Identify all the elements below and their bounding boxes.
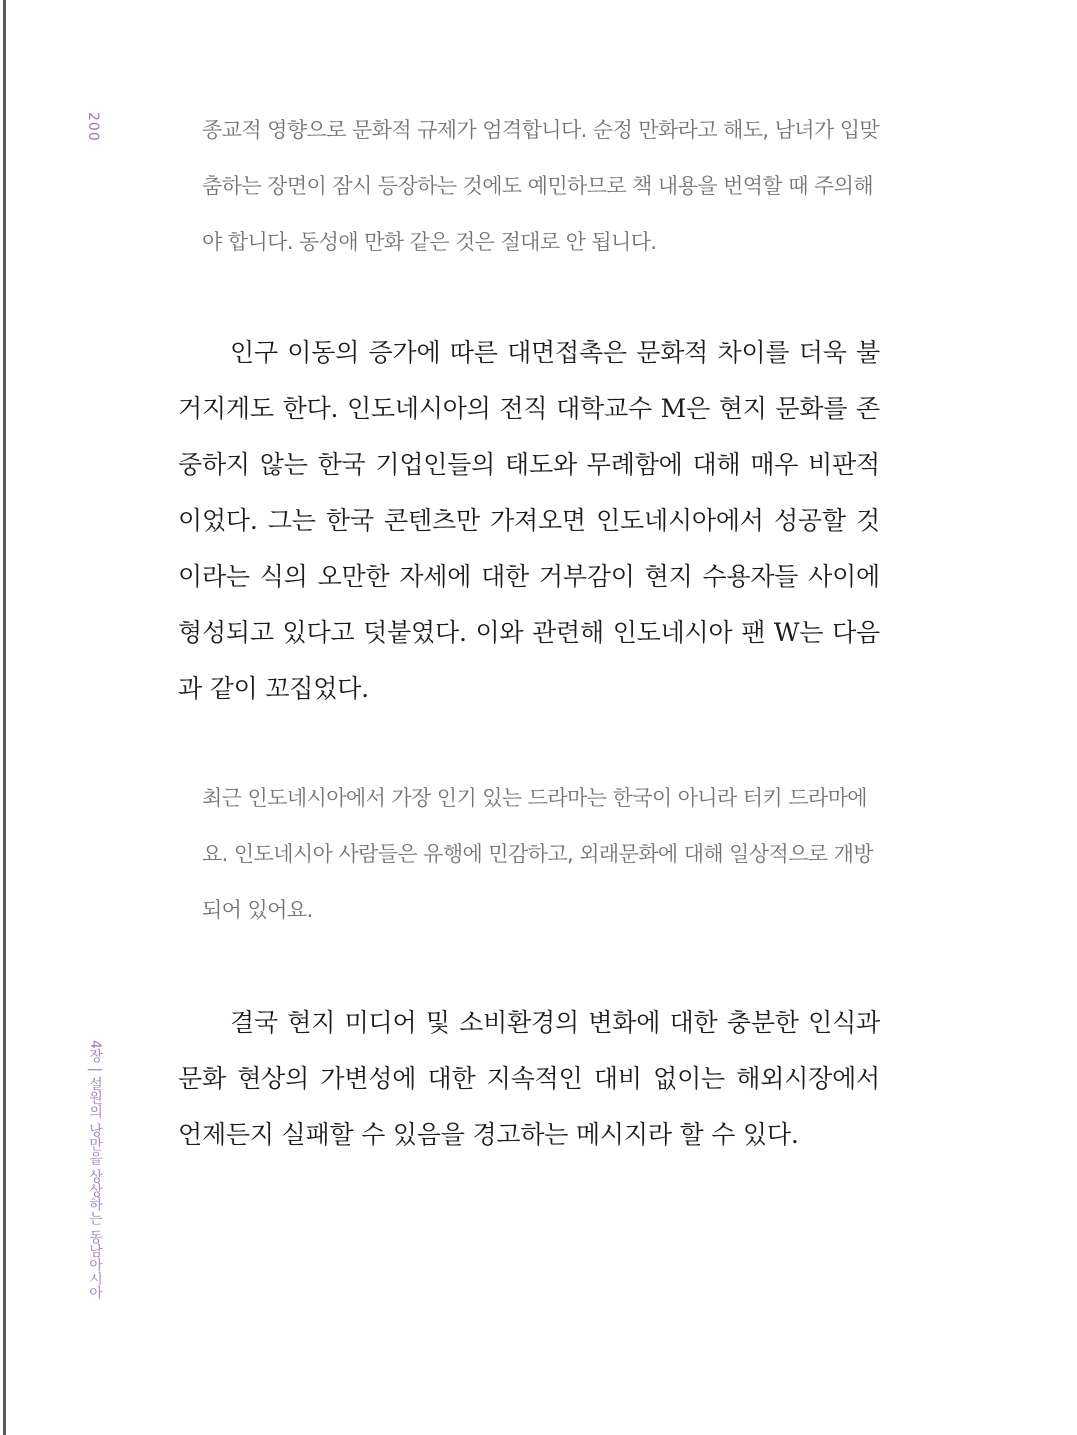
- page-number: 200: [85, 112, 101, 142]
- running-head: 4장 | 설원의 낭만을 상상하는 동남아시아: [87, 1040, 103, 1300]
- interview-quote-1: [202, 102, 892, 270]
- body-paragraph-2: [178, 995, 880, 1163]
- body-paragraph-1: [178, 325, 880, 717]
- quote-2-text: 최근 인도네시아에서 가장 인기 있는 드라마는 한국이 아니라 터키 드라마에요. 인도네시아 사람들은 유행에 민감하고, 외래문화에 대해 일상적으로 개방되어 있어요.: [202, 786, 874, 922]
- paragraph-1-text: 인구 이동의 증가에 따른 대면접촉은 문화적 차이를 더욱 불거지게도 한다. 인도네시아의 전직 대학교수 M은 현지 문화를 존중하지 않는 한국 기업인들의 태도와 무례함에 대해 매우 비판적이었다. 그는 한국 콘텐츠만 가져오면 인도네시아에서 성공할 것이라는 식의 오만한 자세에 대한 거부감이 현지 수용자들 사이에 형성되고 있다고 덧붙였다. 이와 관련해 인도네시아 팬 W는 다음과 같이 꼬집었다.: [178, 338, 880, 703]
- page-edge-rule: [3, 0, 6, 1435]
- quote-1-text: 종교적 영향으로 문화적 규제가 엄격합니다. 순정 만화라고 해도, 남녀가 입맞춤하는 장면이 잠시 등장하는 것에도 예민하므로 책 내용을 번역할 때 주의해야 합니다. 동성애 만화 같은 것은 절대로 안 됩니다.: [202, 118, 880, 254]
- interview-quote-2: [202, 770, 892, 938]
- paragraph-2-text: 결국 현지 미디어 및 소비환경의 변화에 대한 충분한 인식과 문화 현상의 가변성에 대한 지속적인 대비 없이는 해외시장에서 언제든지 실패할 수 있음을 경고하는 메시지라 할 수 있다.: [178, 1008, 880, 1149]
